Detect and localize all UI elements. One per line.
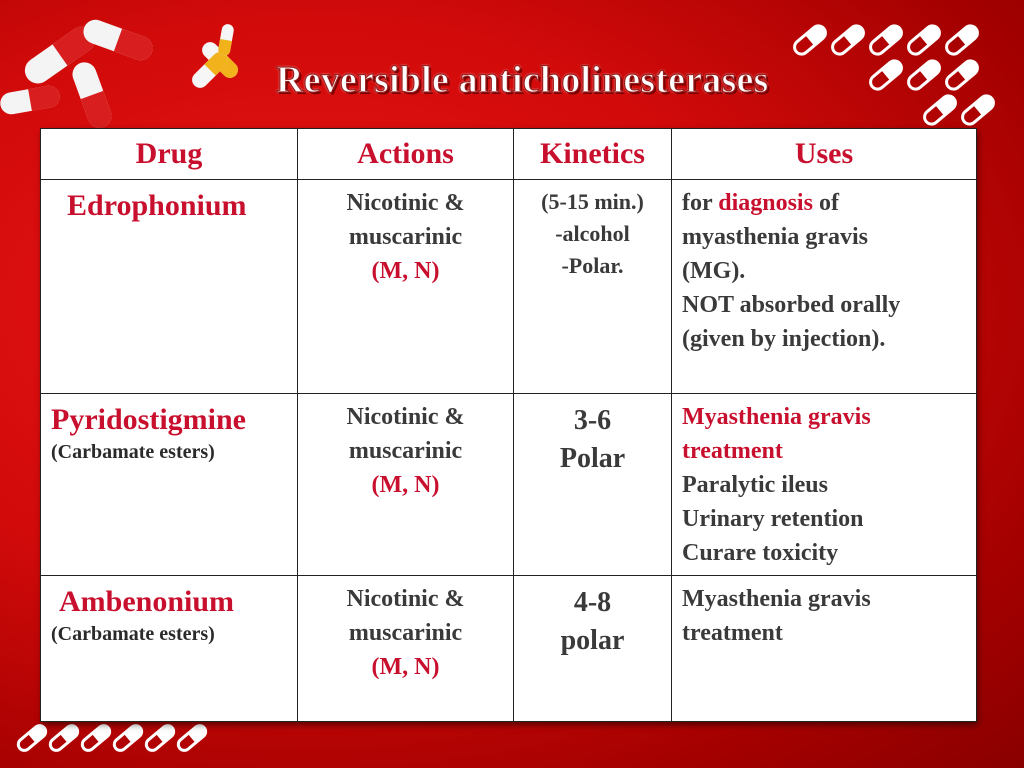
uses-line: Myasthenia gravis bbox=[682, 585, 871, 612]
uses-line: NOT absorbed orally bbox=[682, 292, 901, 319]
receptor-types: (M, N) bbox=[371, 472, 440, 499]
kinetics-cell bbox=[514, 394, 672, 575]
drug-class: (Carbamate esters) bbox=[51, 622, 215, 645]
drug-name: Ambenonium bbox=[59, 584, 235, 618]
drug-class: (Carbamate esters) bbox=[51, 441, 215, 464]
uses-text: for bbox=[682, 190, 719, 217]
kinetics-line: 3-6 bbox=[573, 405, 612, 437]
table-header-row bbox=[41, 129, 977, 180]
uses-line: myasthenia gravis bbox=[682, 224, 868, 251]
table-row bbox=[41, 575, 977, 721]
actions-cell bbox=[298, 180, 514, 394]
uses-cell bbox=[672, 394, 977, 575]
kinetics-line: (5-15 min.) bbox=[541, 189, 644, 215]
kinetics-cell bbox=[514, 575, 672, 721]
drug-name: Pyridostigmine bbox=[51, 403, 246, 437]
uses-highlight: treatment bbox=[682, 438, 783, 465]
uses-line bbox=[682, 186, 968, 220]
uses-line: Curare toxicity bbox=[682, 540, 839, 567]
receptor-types: (M, N) bbox=[371, 258, 440, 285]
kinetics-line: Polar bbox=[559, 443, 626, 475]
uses-highlight: Myasthenia gravis bbox=[682, 404, 871, 431]
pill-cluster-icon bbox=[0, 0, 270, 130]
header-drug: Drug bbox=[41, 129, 298, 180]
slide-title: Reversible anticholinesterases bbox=[276, 59, 769, 101]
action-line: muscarinic bbox=[348, 619, 463, 646]
table-row bbox=[41, 180, 977, 394]
kinetics-line: 4-8 bbox=[573, 586, 612, 618]
uses-line: (MG). bbox=[682, 258, 746, 285]
action-line: Nicotinic & bbox=[346, 190, 465, 217]
kinetics-line: -alcohol bbox=[555, 221, 630, 247]
header-kinetics: Kinetics bbox=[514, 129, 672, 180]
actions-cell bbox=[298, 394, 514, 575]
drug-cell bbox=[41, 394, 298, 575]
table-row bbox=[41, 394, 977, 575]
uses-line: treatment bbox=[682, 619, 783, 646]
capsule-pattern-icon bbox=[10, 718, 230, 758]
uses-highlight: diagnosis bbox=[718, 190, 813, 217]
uses-cell bbox=[672, 575, 977, 721]
action-line: muscarinic bbox=[348, 438, 463, 465]
drug-table bbox=[40, 128, 976, 722]
uses-line: (given by injection). bbox=[682, 326, 886, 353]
action-line: Nicotinic & bbox=[346, 404, 465, 431]
header-actions: Actions bbox=[298, 129, 514, 180]
drug-name: Edrophonium bbox=[67, 189, 247, 223]
action-line: Nicotinic & bbox=[346, 585, 465, 612]
uses-text: of bbox=[812, 190, 839, 217]
kinetics-line: polar bbox=[560, 624, 625, 656]
uses-line: Urinary retention bbox=[682, 506, 864, 533]
header-uses: Uses bbox=[672, 129, 977, 180]
drug-cell bbox=[41, 575, 298, 721]
actions-cell bbox=[298, 575, 514, 721]
action-line: muscarinic bbox=[348, 224, 463, 251]
uses-line: Paralytic ileus bbox=[682, 472, 828, 499]
receptor-types: (M, N) bbox=[371, 653, 440, 680]
kinetics-cell bbox=[514, 180, 672, 394]
uses-cell bbox=[672, 180, 977, 394]
kinetics-line: -Polar. bbox=[561, 253, 624, 279]
drug-cell bbox=[41, 180, 298, 394]
